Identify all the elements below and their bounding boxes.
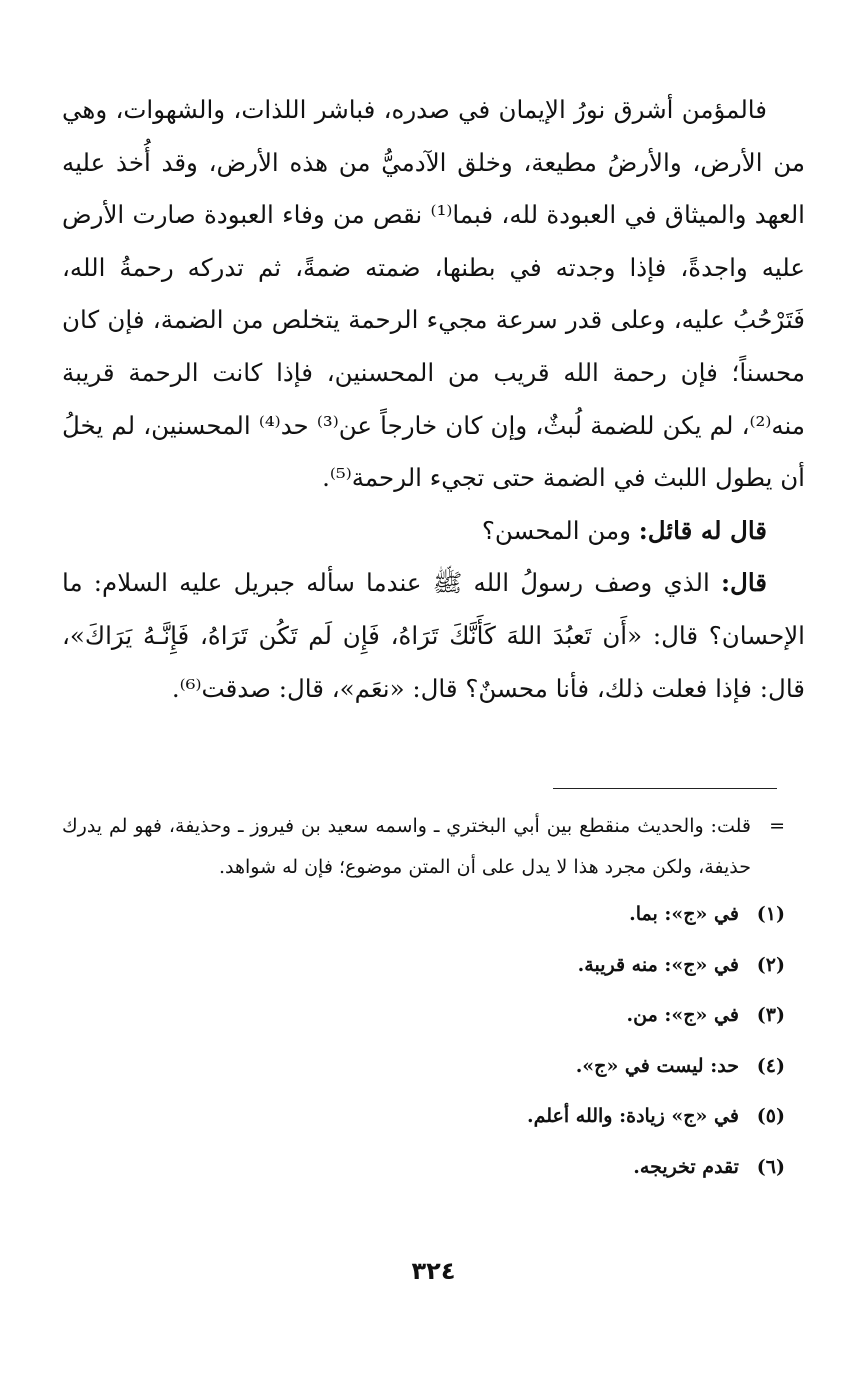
footnote-continuation bbox=[62, 806, 785, 888]
answer-text: الذي وصف رسولُ الله ﷺ عندما سأله جبريل عليه السلام: ما الإحسان؟ قال: «أَن تَعبُدَ اللهَ كَأَنَّكَ تَرَاهُ، فَإِن لَم تَكُن تَرَاهُ، فَإِنَّـهُ يَرَاكَ»، قال: فإذا فعلت ذلك، فأنا محسنٌ؟ قال: «نعَم»، قال: صدقت⁽⁶⁾. bbox=[62, 568, 805, 703]
footnote-number: (٤) bbox=[756, 1054, 785, 1077]
footnote-divider bbox=[553, 788, 777, 789]
answer-paragraph bbox=[62, 557, 805, 715]
footnote-item bbox=[62, 1147, 785, 1188]
footnotes bbox=[62, 806, 785, 1197]
question-paragraph bbox=[62, 505, 805, 558]
footnote-number: (٦) bbox=[756, 1155, 785, 1178]
footnote-number: (١) bbox=[756, 903, 785, 925]
continuation-text: قلت: والحديث منقطع بين أبي البختري ـ واسمه سعيد بن فيروز ـ وحذيفة، فهو لم يدرك حذيفة، ولكن مجرد هذا لا يدل على أن المتن موضوع؛ فإن له شواهد. bbox=[62, 815, 751, 878]
footnote-list bbox=[62, 894, 785, 1188]
footnote-text: تقدم تخريجه. bbox=[633, 1155, 739, 1178]
page-body bbox=[62, 84, 805, 715]
footnote-text: في «ج»: بما. bbox=[629, 903, 739, 925]
footnote-text: في «ج» زيادة: والله أعلم. bbox=[526, 1105, 739, 1127]
question-text: ومن المحسن؟ bbox=[481, 515, 639, 545]
page-number: ٣٢٤ bbox=[411, 1257, 456, 1285]
main-paragraph: فالمؤمن أشرق نورُ الإيمان في صدره، فباشر اللذات، والشهوات، وهي من الأرض، والأرضُ مطيعة، وخلق الآدميُّ من هذه الأرض، وقد أُخذ عليه العهد والميثاق في العبودة لله، فبما⁽¹⁾ نقص من وفاء العبودة صارت الأرض عليه واجدةً، فإذا وجدته في بطنها، ضمته ضمةً، ثم تدركه رحمةُ الله، فَتَرْحُبُ عليه، وعلى قدر سرعة مجيء الرحمة يتخلص من الضمة، فإن كان محسناً؛ فإن رحمة الله قريب من المحسنين، فإذا كانت الرحمة قريبة منه⁽²⁾، لم يكن للضمة لُبثٌ، وإن كان خارجاً عن⁽³⁾ حد⁽⁴⁾ المحسنين، لم يخلُ أن يطول اللبث في الضمة حتى تجيء الرحمة⁽⁵⁾. bbox=[62, 95, 806, 493]
footnote-item bbox=[62, 1096, 785, 1137]
answer-label: قال: bbox=[720, 568, 767, 598]
main-text bbox=[62, 84, 805, 715]
footnote-number: (٢) bbox=[756, 953, 785, 976]
footnote-text: في «ج»: من. bbox=[626, 1004, 739, 1026]
footnote-item bbox=[62, 945, 785, 986]
footnote-item bbox=[62, 995, 785, 1036]
question-label: قال له قائل: bbox=[638, 515, 767, 545]
footnote-item bbox=[62, 894, 785, 935]
footnote-number: (٥) bbox=[756, 1105, 785, 1127]
footnote-number: (٣) bbox=[756, 1004, 785, 1026]
footnote-item bbox=[62, 1046, 785, 1087]
continuation-mark: = bbox=[769, 815, 785, 837]
footnote-text: في «ج»: منه قريبة. bbox=[577, 953, 739, 976]
footnote-text: حد: ليست في «ج». bbox=[575, 1054, 739, 1077]
